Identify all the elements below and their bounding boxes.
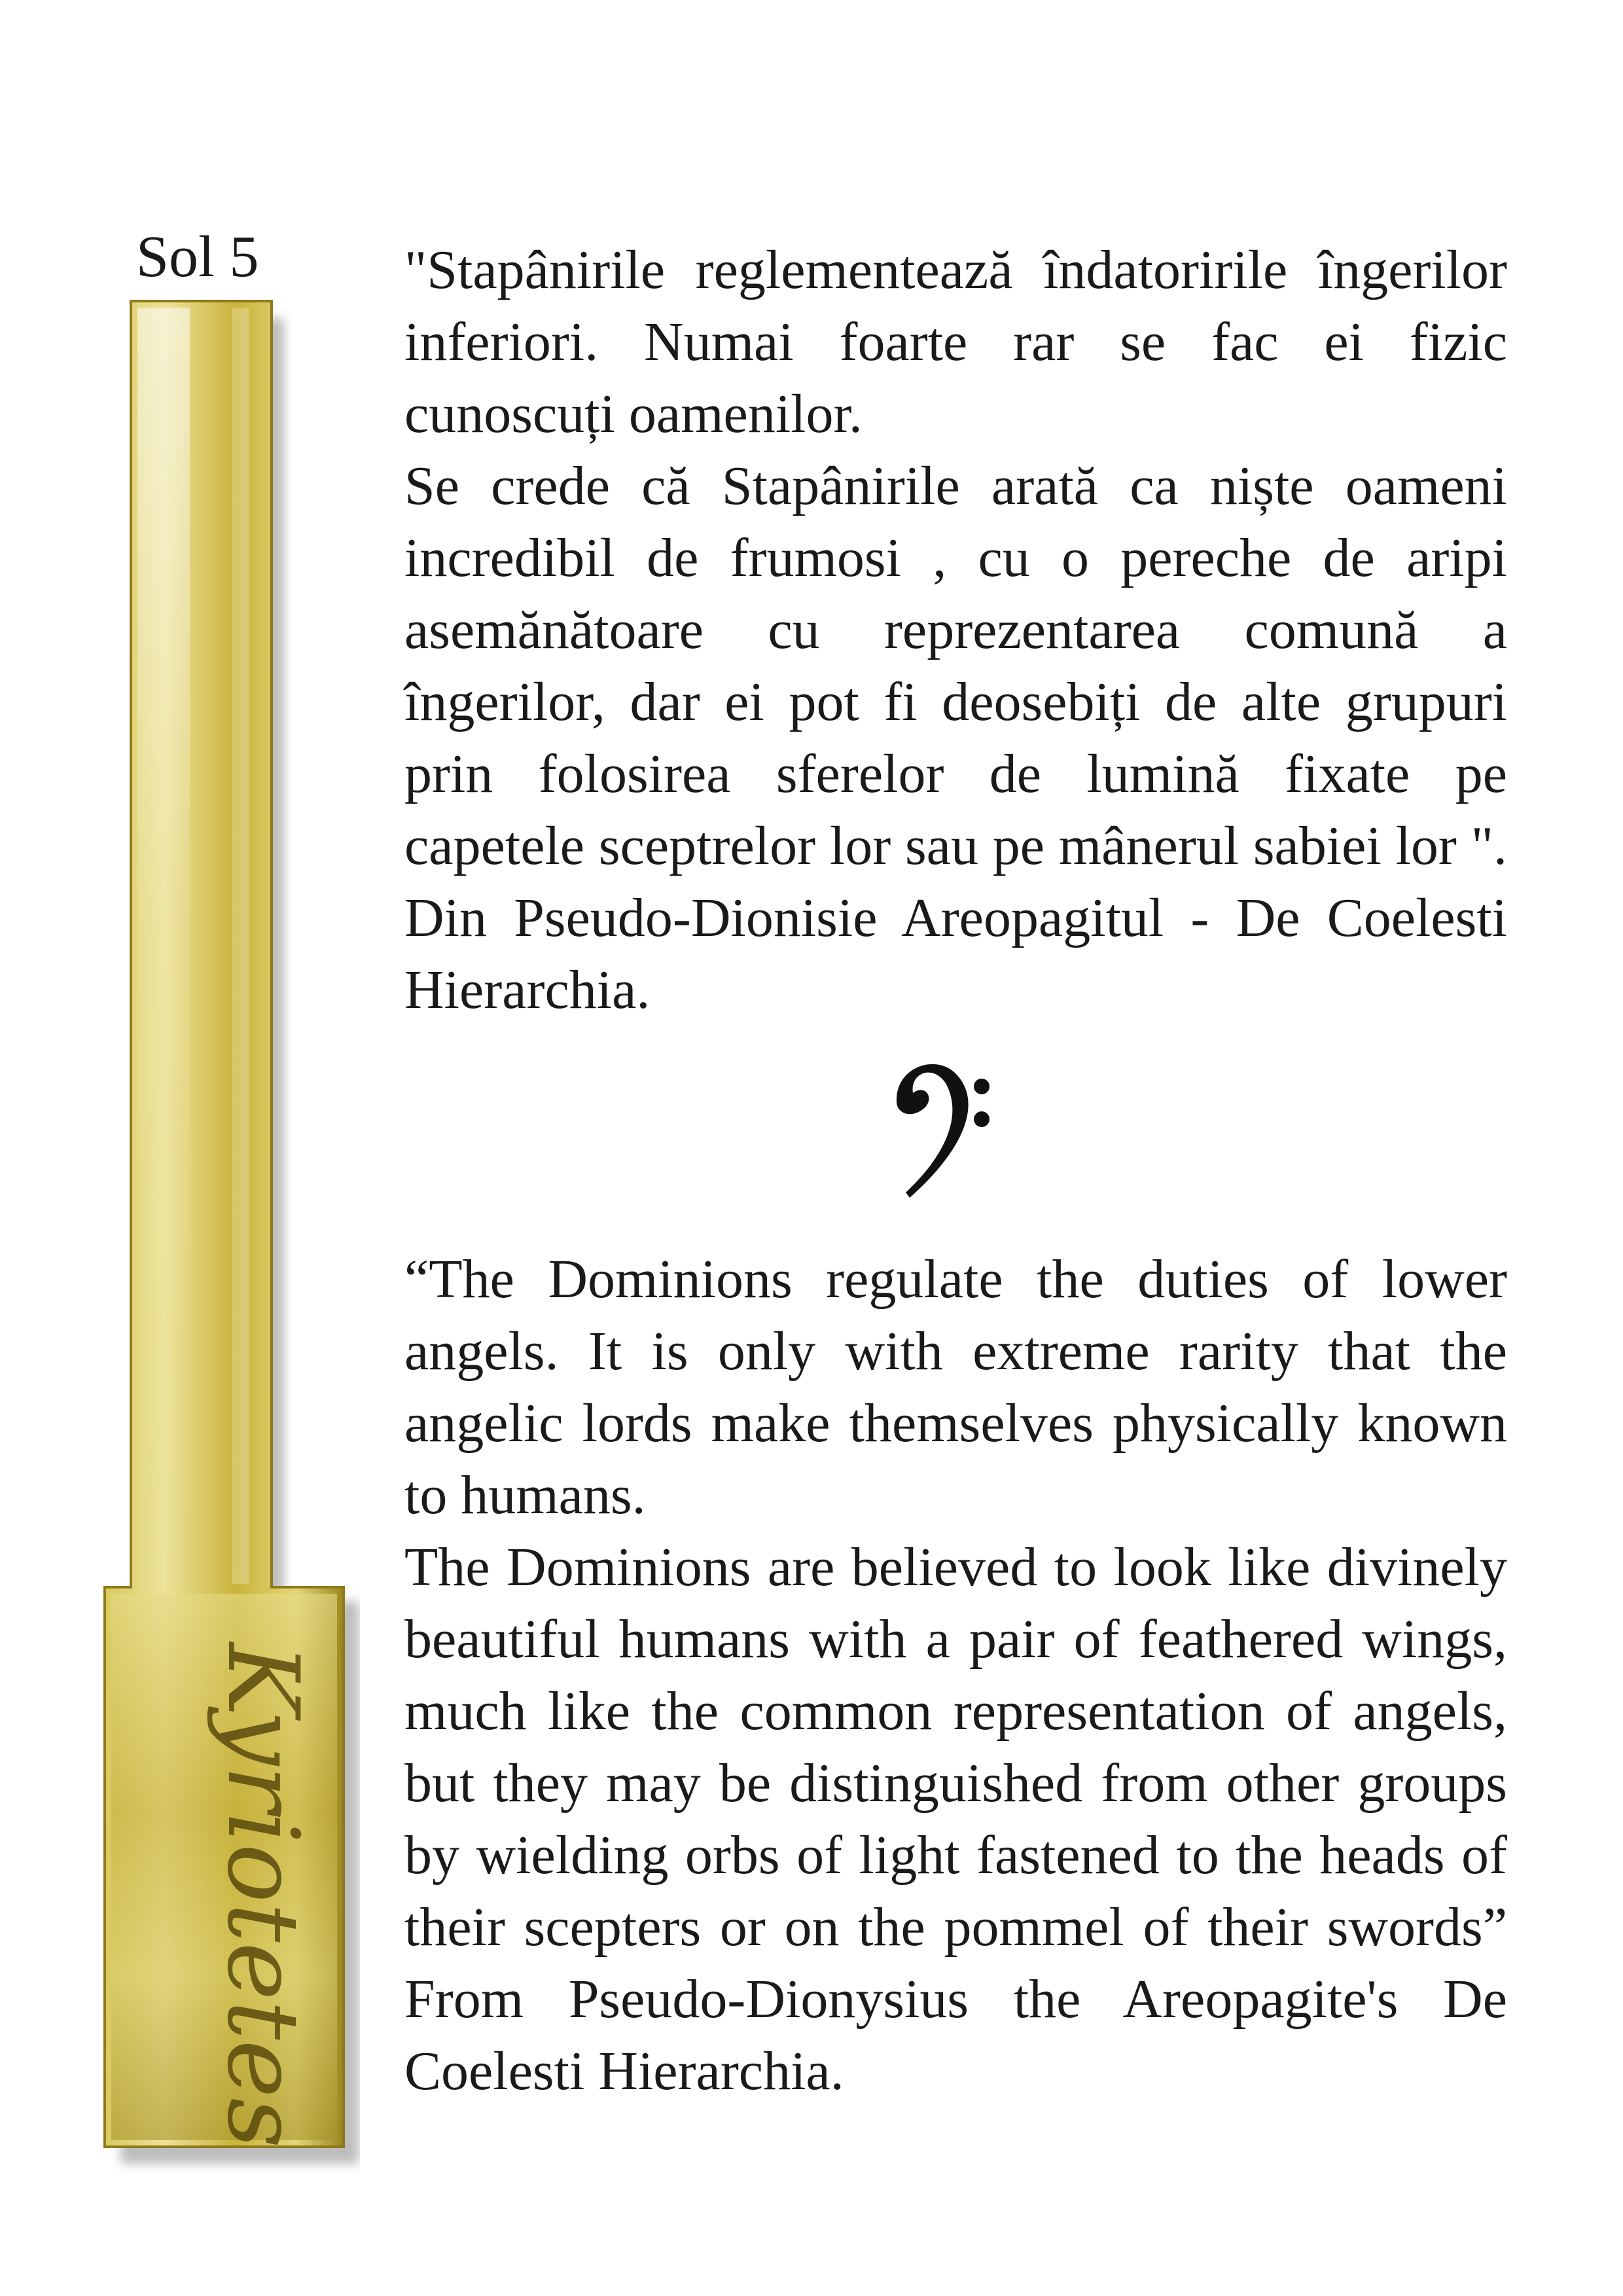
golden-plate-figure	[98, 295, 360, 2193]
bass-clef-icon	[870, 1047, 1001, 1204]
english-text-block	[404, 1244, 1507, 2108]
item-label: Sol 5	[136, 224, 259, 289]
romanian-paragraph-1: "Stapânirile reglementează îndatoririle îngerilor inferiori. Numai foarte rar se fac ei fizic cunoscuți oamenilor.	[404, 240, 1507, 444]
romanian-paragraph-2: Se crede că Stapânirile arată ca niște oameni incredibil de frumosi , cu o pereche de aripi asemănătoare cu reprezentarea comună a îngerilor, dar ei pot fi deosebiți de alte grupuri prin folosirea sferelor de lumină fixate pe capetele sceptrelor lor sau pe mânerul sabiei lor ". Din Pseudo-Dionisie Areopagitul - De Coelesti Hierarchia.	[404, 456, 1507, 1020]
english-paragraph-2: The Dominions are believed to look like divinely beautiful humans with a pair of feathered wings, much like the common representation of angels, but they may be distinguished from other groups by wielding orbs of light fastened to the heads of their scepters or on the pommel of their swords” From Pseudo-Dionysius the Areopagite's De Coelesti Hierarchia.	[404, 1537, 1507, 2102]
romanian-text-block	[404, 234, 1507, 1026]
english-paragraph-1: “The Dominions regulate the duties of lower angels. It is only with extreme rarity that the angelic lords make themselves physically known to humans.	[404, 1249, 1507, 1526]
engraving-text: Kyriotetes	[205, 1643, 319, 2149]
